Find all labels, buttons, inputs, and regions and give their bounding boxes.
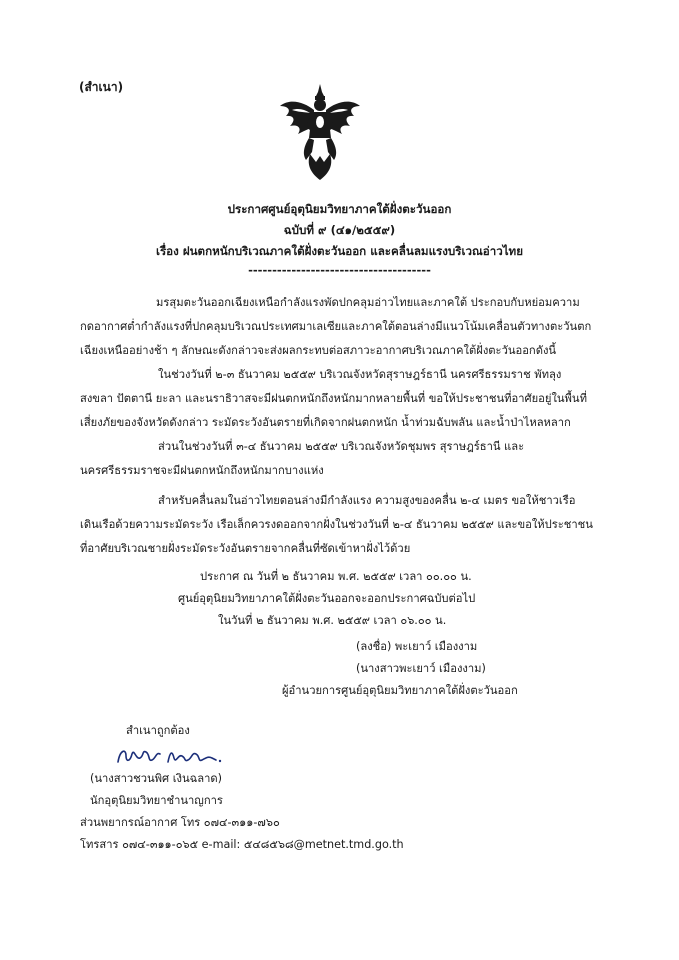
announcement-subject: เรื่อง ฝนตกหนักบริเวณภาคใต้ฝั่งตะวันออก และคลื่นลมแรงบริเวณอ่าวไทย [155, 244, 523, 258]
body-line: เดินเรือด้วยความระมัดระวัง เรือเล็กควรงดออกจากฝั่งในช่วงวันที่ ๒-๔ ธันวาคม ๒๕๕๙ และขอให้ประชาชน [80, 518, 593, 531]
handwritten-signature-icon [112, 744, 232, 768]
announce-next-time: ในวันที่ ๒ ธันวาคม พ.ศ. ๒๕๕๙ เวลา ๐๖.๐๐ น. [218, 614, 447, 627]
body-line: เสี่ยงภัยของจังหวัดดังกล่าว ระมัดระวังอันตรายที่เกิดจากฝนตกหนัก น้ำท่วมฉับพลัน และน้ำป่าไหลหลาก [80, 416, 571, 429]
body-line: มรสุมตะวันออกเฉียงเหนือกำลังแรงพัดปกคลุมอ่าวไทยและภาคใต้ ประกอบกับหย่อมความ [156, 296, 580, 309]
announce-next: ศูนย์อุตุนิยมวิทยาภาคใต้ฝั่งตะวันออกจะออกประกาศฉบับต่อไป [178, 592, 476, 605]
body-line: นครศรีธรรมราชจะมีฝนตกหนักถึงหนักมากบางแห่ง [80, 464, 324, 477]
certify-section: ส่วนพยากรณ์อากาศ โทร ๐๗๔-๓๑๑-๗๖๐ [80, 816, 280, 829]
signature-name: (นางสาวพะเยาว์ เมืองงาม) [356, 662, 486, 675]
body-line: กดอากาศต่ำกำลังแรงที่ปกคลุมบริเวณประเทศมาเลเซียและภาคใต้ตอนล่างมีแนวโน้มเคลื่อนตัวทางตะวันตก [80, 320, 592, 333]
certify-label: สำเนาถูกต้อง [126, 724, 190, 737]
certify-position: นักอุตุนิยมวิทยาชำนาญการ [90, 794, 223, 807]
signature-signed: (ลงชื่อ) พะเยาว์ เมืองงาม [356, 640, 478, 653]
signature-position: ผู้อำนวยการศูนย์อุตุนิยมวิทยาภาคใต้ฝั่งตะวันออก [282, 684, 518, 697]
body-line: ส่วนในช่วงวันที่ ๓-๔ ธันวาคม ๒๕๕๙ บริเวณจังหวัดชุมพร สุราษฎร์ธานี และ [158, 440, 525, 453]
certify-fax-email: โทรสาร ๐๗๔-๓๑๑-๐๖๕ e-mail: ๕๔๘๕๖๘@metnet.tmd.go.th [80, 838, 404, 851]
announce-date: ประกาศ ณ วันที่ ๒ ธันวาคม พ.ศ. ๒๕๕๙ เวลา ๐๐.๐๐ น. [200, 570, 472, 583]
body-line: ในช่วงวันที่ ๒-๓ ธันวาคม ๒๕๕๙ บริเวณจังหวัดสุราษฎร์ธานี นครศรีธรรมราช พัทลุง [158, 368, 562, 381]
body-line: เฉียงเหนืออย่างช้า ๆ ลักษณะดังกล่าวจะส่งผลกระทบต่อสภาวะอากาศบริเวณภาคใต้ฝั่งตะวันออกดังนี้ [80, 344, 557, 357]
certify-name: (นางสาวชวนพิศ เงินฉลาด) [90, 772, 223, 785]
garuda-emblem-icon [278, 82, 362, 182]
announcement-title: ประกาศศูนย์อุตุนิยมวิทยาภาคใต้ฝั่งตะวันออก [227, 202, 452, 216]
body-line: สงขลา ปัตตานี ยะลา และนราธิวาสจะมีฝนตกหนักถึงหนักมากหลายพื้นที่ ขอให้ประชาชนที่อาศัยอยู่ในพื้นที่ [80, 392, 587, 405]
copy-mark: (สำเนา) [79, 80, 124, 94]
body-line: ที่อาศัยบริเวณชายฝั่งระมัดระวังอันตรายจากคลื่นที่ซัดเข้าหาฝั่งไว้ด้วย [80, 542, 411, 555]
body-line: สำหรับคลื่นลมในอ่าวไทยตอนล่างมีกำลังแรง ความสูงของคลื่น ๒-๔ เมตร ขอให้ชาวเรือ [158, 494, 576, 507]
header-rule: -------------------------------------- [248, 263, 431, 277]
announcement-issue: ฉบับที่ ๙ (๔๑/๒๕๕๙) [283, 223, 396, 237]
